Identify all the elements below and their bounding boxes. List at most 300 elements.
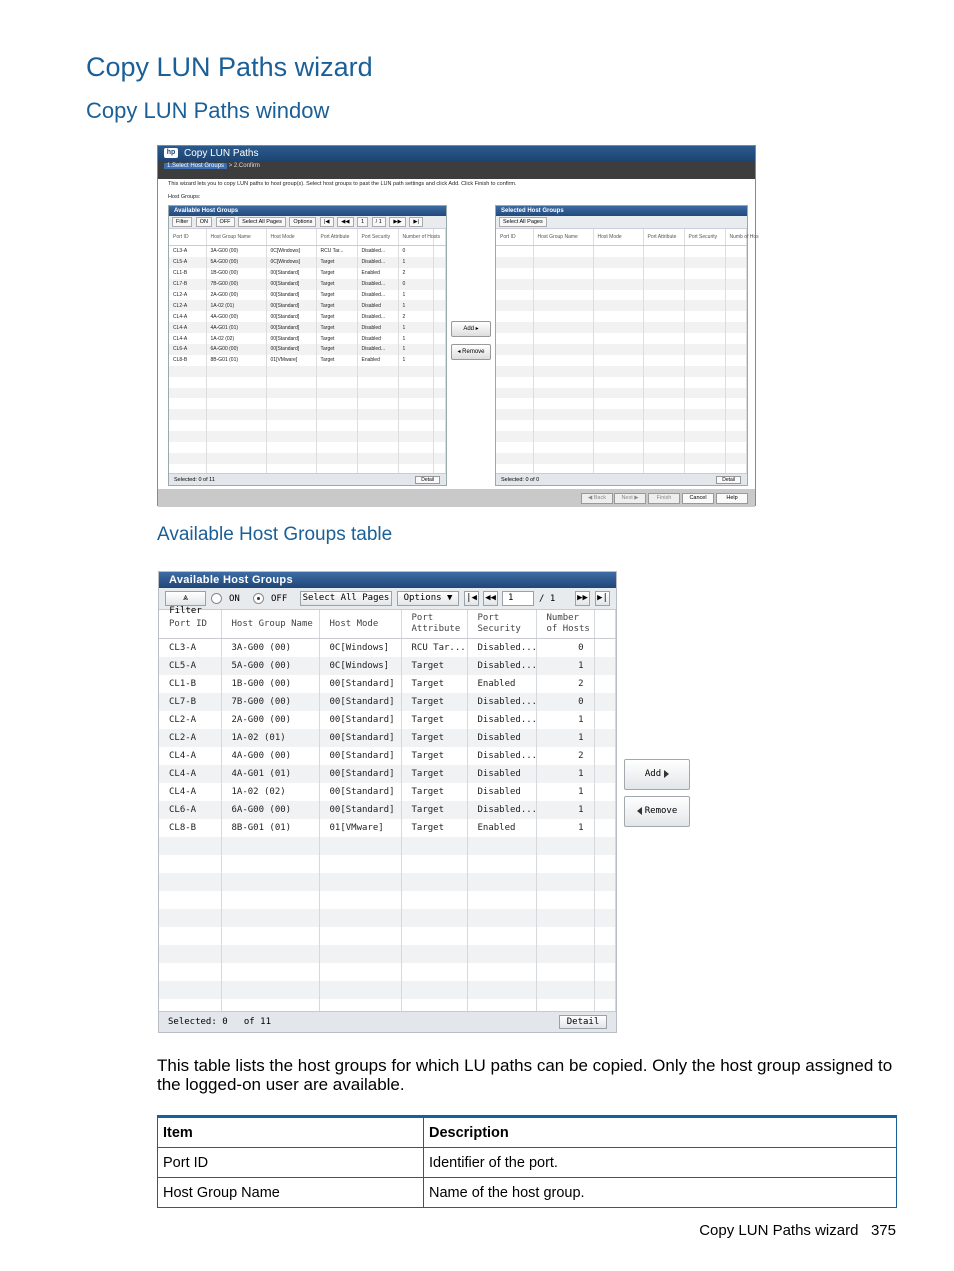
mini-table-cell-filler [433,333,446,344]
table-cell [467,927,536,945]
mini-table-row [169,420,446,431]
mini-selected-table-cell [593,290,643,301]
mini-table-cell: 1A-02 (02) [206,333,266,344]
mini-selected-table-cell [725,333,747,344]
mini-remove-button[interactable]: ◂ Remove [451,344,491,360]
table-cell: 1A-02 (02) [221,783,319,801]
select-all-pages-button[interactable]: Select All Pages [300,591,392,606]
mini-selected-table-cell [533,442,593,453]
table-row [159,693,616,711]
back-button[interactable]: ◀ Back [581,493,613,504]
mini-selected-table-row [496,257,747,268]
mini-selected-table-cell [593,420,643,431]
mini-table-cell [206,366,266,377]
mini-table-cell-filler [433,257,446,268]
table-cell: 00[Standard] [319,711,401,729]
mini-selected-table-cell [593,409,643,420]
mini-selected-table-cell [684,366,725,377]
mini-selected-table-cell [643,453,684,464]
mini-table-cell [398,388,433,399]
table-cell [467,909,536,927]
table-cell: 00[Standard] [319,765,401,783]
mini-table-cell: 5A-G00 (00) [206,257,266,268]
subsection-heading: Available Host Groups table [157,524,393,545]
mini-filter-button[interactable]: Filter [172,217,192,227]
mini-selected-table-cell [533,311,593,322]
table-cell-filler [594,747,616,765]
column-header: Host Group Name [221,610,319,639]
mini-table-row [169,355,446,366]
mini-selected-table-cell [643,333,684,344]
mini-table-cell [398,409,433,420]
mini-table-cell-filler [433,290,446,301]
table-cell-filler [594,981,616,999]
mini-table-cell: 1 [398,300,433,311]
table-cell: 0 [536,693,594,711]
mini-next-page-icon[interactable]: ▶▶ [389,217,405,227]
table-cell: Disabled [467,783,536,801]
mini-table-cell [169,398,206,409]
finish-button[interactable]: Finish [648,493,680,504]
mini-table-cell [316,409,357,420]
mini-selected-table-cell [593,344,643,355]
table-cell [467,837,536,855]
mini-table-cell: CL4-A [169,322,206,333]
table-cell [401,837,467,855]
mini-table-row [169,290,446,301]
table-cell-filler [594,819,616,837]
mini-table-cell: 00[Standard] [266,279,316,290]
mini-table-cell [169,442,206,453]
mini-selected-table-cell [593,268,643,279]
page-number-input[interactable]: 1 [502,591,534,606]
next-button[interactable]: Next ▶ [614,493,646,504]
mini-selected-table-cell [496,409,533,420]
step-select-host-groups[interactable]: 1.Select Host Groups [164,163,227,169]
mini-selected-table-cell [593,442,643,453]
mini-selected-table-cell [684,344,725,355]
mini-table-cell-filler [433,311,446,322]
table-row [159,927,616,945]
mini-selected-table-cell [725,442,747,453]
mini-selected-table-cell [496,300,533,311]
mini-table-row [169,442,446,453]
mini-available-title: Available Host Groups [169,206,446,216]
mini-off-radio[interactable]: OFF [216,217,235,227]
table-cell [221,945,319,963]
description-cell: Identifier of the port. [424,1148,897,1178]
filter-on-radio[interactable] [211,593,222,604]
mini-select-all-button[interactable]: Select All Pages [238,217,286,227]
mini-selected-table-row [496,279,747,290]
description-cell: Name of the host group. [424,1178,897,1208]
host-groups-table [159,610,616,1017]
table-cell [401,927,467,945]
mini-selected-table-cell [593,377,643,388]
mini-selected-table [496,229,759,475]
table-cell [221,837,319,855]
mini-table-cell: 00[Standard] [266,322,316,333]
detail-button[interactable]: Detail [559,1015,607,1029]
page-total: / 1 [539,594,556,604]
mini-selected-table-cell [725,453,747,464]
mini-selected-table-cell [643,388,684,399]
table-cell: CL3-A [159,639,221,658]
mini-table-cell: CL2-A [169,300,206,311]
mini-selected-table-cell [684,355,725,366]
mini-last-page-icon[interactable]: ▶| [409,217,423,227]
table-cell [467,945,536,963]
mini-table-cell: 2A-G00 (00) [206,290,266,301]
mini-table-row [169,279,446,290]
table-cell: Target [401,783,467,801]
mini-selected-table-cell [684,377,725,388]
mini-table-cell [169,366,206,377]
column-header: Port Security [467,610,536,639]
mini-table-cell-filler [433,355,446,366]
mini-selected-table-row [496,377,747,388]
mini-selected-table-cell [533,344,593,355]
mini-table-cell: Target [316,355,357,366]
table-cell [319,855,401,873]
mini-table-cell [266,420,316,431]
mini-table-cell: 7B-G00 (00) [206,279,266,290]
mini-table-row [169,453,446,464]
mini-column-header: Port Security [357,229,398,246]
table-cell: 1 [536,801,594,819]
mini-selected-table-cell [533,388,593,399]
mini-selected-table-cell [643,300,684,311]
mini-table-cell: 4A-G01 (01) [206,322,266,333]
mini-table-cell-filler [433,366,446,377]
table-cell: Target [401,765,467,783]
table-cell [319,963,401,981]
mini-selected-table-cell [593,453,643,464]
mini-table-cell [206,420,266,431]
mini-selected-host-groups [495,205,759,486]
mini-selected-table-cell [593,366,643,377]
mini-table-cell: 1A-02 (01) [206,300,266,311]
table-cell-filler [594,711,616,729]
table-row [159,909,616,927]
mini-column-header: Host Group Name [206,229,266,246]
table-cell: CL4-A [159,747,221,765]
mini-selected-table-row [496,300,747,311]
mini-table-cell: 1 [398,257,433,268]
table-cell-filler [594,963,616,981]
mini-first-page-icon[interactable]: |◀ [320,217,334,227]
mini-available-toolbar [169,216,446,229]
mini-selected-table-cell [643,355,684,366]
table-cell: 1A-02 (01) [221,729,319,747]
mini-selected-table-cell [684,300,725,311]
mini-selected-column-header: Host Mode [593,229,643,246]
mini-table-cell-filler [433,300,446,311]
mini-selected-table-cell [496,322,533,333]
mini-selected-table-row [496,388,747,399]
mini-table-row [169,257,446,268]
mini-table-cell [206,398,266,409]
mini-selected-table-row [496,311,747,322]
mini-selected-table-cell [684,311,725,322]
table-cell: 8B-G01 (01) [221,819,319,837]
mini-table-cell [266,442,316,453]
mini-selected-table-cell [684,257,725,268]
table-cell-filler [594,693,616,711]
mini-table-cell: Disabled... [357,344,398,355]
mini-table-cell-filler [433,377,446,388]
mini-selected-table-cell [496,333,533,344]
mini-selected-footer [496,473,747,485]
table-cell: CL4-A [159,765,221,783]
mini-table-cell-filler [433,431,446,442]
mini-table-cell: Disabled... [357,246,398,257]
mini-options-button[interactable]: Options [289,217,316,227]
table-row [159,981,616,999]
table-cell-filler [594,801,616,819]
mini-table-cell-filler [433,453,446,464]
first-page-icon[interactable]: |◀ [464,591,479,606]
table-cell-filler [594,639,616,658]
mini-selected-table-cell [725,355,747,366]
mini-selected-column-header: Port ID [496,229,533,246]
mini-selected-table-cell [684,246,725,257]
mini-selected-table-cell [725,257,747,268]
table-cell-filler [594,837,616,855]
mini-table-cell [206,377,266,388]
table-row [158,1148,897,1178]
mini-selected-table-cell [725,420,747,431]
table-cell [536,873,594,891]
table-cell [401,891,467,909]
mini-available-footer [169,473,446,485]
table-cell [536,909,594,927]
section-heading: Copy LUN Paths window [86,98,330,123]
table-cell [319,837,401,855]
mini-selected-table-cell [496,366,533,377]
mini-table-cell [266,388,316,399]
mini-selected-column-header: Host Group Name [533,229,593,246]
remove-button[interactable]: Remove [624,796,690,827]
prev-page-icon[interactable]: ◀◀ [483,591,498,606]
table-row [159,747,616,765]
mini-table-cell: CL7-B [169,279,206,290]
mini-selected-table-cell [533,257,593,268]
mini-selected-table-cell [643,409,684,420]
table-cell [401,909,467,927]
mini-page-total: / 1 [372,217,386,227]
table-cell: Target [401,675,467,693]
mini-column-header: Host Mode [266,229,316,246]
mini-prev-page-icon[interactable]: ◀◀ [337,217,353,227]
mini-selected-select-all-button[interactable]: Select All Pages [499,217,547,227]
table-cell: CL4-A [159,783,221,801]
mini-table-cell: Disabled [357,322,398,333]
mini-selected-column-header: Port Security [684,229,725,246]
mini-selected-table-cell [533,333,593,344]
table-cell [467,981,536,999]
table-cell: CL2-A [159,711,221,729]
mini-table-row [169,366,446,377]
mini-table-cell [316,398,357,409]
table-cell: Enabled [467,675,536,693]
mini-selected-count-right: Selected: 0 of 0 [501,477,540,483]
mini-table-cell [169,377,206,388]
mini-selected-table-cell [725,290,747,301]
mini-selected-table-cell [643,246,684,257]
mini-table-cell: Enabled [357,268,398,279]
table-cell: 00[Standard] [319,747,401,765]
mini-table-cell-filler [433,268,446,279]
table-cell: CL8-B [159,819,221,837]
mini-selected-table-cell [725,279,747,290]
step-separator: > [228,163,233,169]
mini-selected-table-cell [496,311,533,322]
mini-selected-table-cell [533,453,593,464]
mini-table-cell [357,453,398,464]
mini-table-cell [266,453,316,464]
mini-table-cell: 00[Standard] [266,300,316,311]
options-button[interactable]: Options ▼ [397,591,459,606]
mini-selected-table-row [496,453,747,464]
mini-table-cell: RCU Tar... [316,246,357,257]
mini-selected-table-cell [593,311,643,322]
mini-table-cell: CL6-A [169,344,206,355]
table-cell [401,855,467,873]
table-cell [467,891,536,909]
table-cell [467,855,536,873]
mini-table-cell [206,388,266,399]
table-cell [159,855,221,873]
next-page-icon[interactable]: ▶▶ [575,591,590,606]
table-cell: 01[VMware] [319,819,401,837]
mini-table-cell [316,442,357,453]
mini-table-cell: 01[VMware] [266,355,316,366]
mini-page-input[interactable]: 1 [357,217,368,227]
mini-add-button[interactable]: Add ▸ [451,321,491,337]
column-header: Port Attribute [401,610,467,639]
wizard-intro: This wizard lets you to copy LUN paths to host group(s). Select host groups to past the LUN path settings and click Add. Click Finish to confirm. [168,181,517,187]
page-heading: Copy LUN Paths wizard [86,52,373,82]
mini-selected-table-row [496,322,747,333]
mini-selected-table-cell [496,279,533,290]
description-paragraph: This table lists the host groups for which LU paths can be copied. Only the host group assigned to the logged-on user are available. [157,1056,893,1094]
item-cell: Host Group Name [158,1178,424,1208]
mini-table-cell [316,388,357,399]
mini-table-cell [398,366,433,377]
mini-table-cell: CL2-A [169,290,206,301]
mini-selected-table-row [496,431,747,442]
mini-table-cell [357,431,398,442]
mini-on-radio[interactable]: ON [196,217,212,227]
mini-table-row [169,322,446,333]
column-header: Host Mode [319,610,401,639]
table-cell-filler [594,855,616,873]
table-cell: Target [401,819,467,837]
mini-table-cell [206,409,266,420]
mini-table-cell [316,431,357,442]
mini-selected-table-cell [496,268,533,279]
mini-selected-table-cell [684,442,725,453]
add-button[interactable]: Add [624,759,690,790]
table-row [159,657,616,675]
mini-selected-table-cell [593,279,643,290]
mini-table-cell: 1 [398,290,433,301]
table-cell [221,927,319,945]
mini-table-cell: 2 [398,311,433,322]
table-cell [401,945,467,963]
table-cell [221,909,319,927]
table-cell [221,963,319,981]
last-page-icon[interactable]: ▶| [595,591,610,606]
filter-button[interactable]: ⩓ Filter [165,591,206,606]
step-confirm[interactable]: 2.Confirm [233,163,260,169]
mini-selected-table-cell [643,420,684,431]
panel-footer [159,1011,616,1032]
table-row [159,729,616,747]
mini-selected-table-cell [725,409,747,420]
table-cell: Disabled [467,765,536,783]
mini-table-cell: CL4-A [169,333,206,344]
mini-selected-detail-button[interactable]: Detail [716,476,741,484]
table-cell [536,927,594,945]
footer-title: Copy LUN Paths wizard [699,1222,859,1239]
of-label: of [243,1017,255,1027]
table-cell [319,981,401,999]
table-cell-filler [594,675,616,693]
mini-selected-table-cell [725,388,747,399]
mini-table-cell [266,409,316,420]
mini-detail-button[interactable]: Detail [415,476,440,484]
mini-selected-table-row [496,268,747,279]
wizard-footer [158,489,755,507]
table-cell: CL6-A [159,801,221,819]
mini-selected-table-cell [533,420,593,431]
table-cell: 4A-G00 (00) [221,747,319,765]
mini-table-cell [206,431,266,442]
table-cell: 0C[Windows] [319,639,401,658]
cancel-button[interactable]: Cancel [682,493,714,504]
mini-table-cell: Target [316,322,357,333]
help-button[interactable]: Help [716,493,748,504]
mini-table-cell: 1 [398,355,433,366]
table-cell: 1 [536,729,594,747]
mini-selected-table-cell [496,388,533,399]
table-cell: 00[Standard] [319,783,401,801]
table-cell: RCU Tar... [401,639,467,658]
mini-table-cell: 0 [398,246,433,257]
mini-table-cell: CL4-A [169,311,206,322]
mini-selected-table-cell [725,268,747,279]
table-cell [536,963,594,981]
mini-selected-table-row [496,366,747,377]
panel-toolbar [159,588,616,616]
table-cell [319,891,401,909]
table-cell: CL5-A [159,657,221,675]
mini-table-cell-filler [433,246,446,257]
mini-table-cell: CL8-B [169,355,206,366]
mini-table-cell-filler [433,420,446,431]
filter-off-radio[interactable] [253,593,264,604]
mini-selected-table-cell [496,453,533,464]
mini-table-cell: 2 [398,268,433,279]
mini-selected-table-cell [593,257,643,268]
table-cell-filler [594,873,616,891]
table-cell-filler [594,891,616,909]
filter-off-label: OFF [271,594,288,604]
mini-table-cell [398,442,433,453]
table-cell: 5A-G00 (00) [221,657,319,675]
